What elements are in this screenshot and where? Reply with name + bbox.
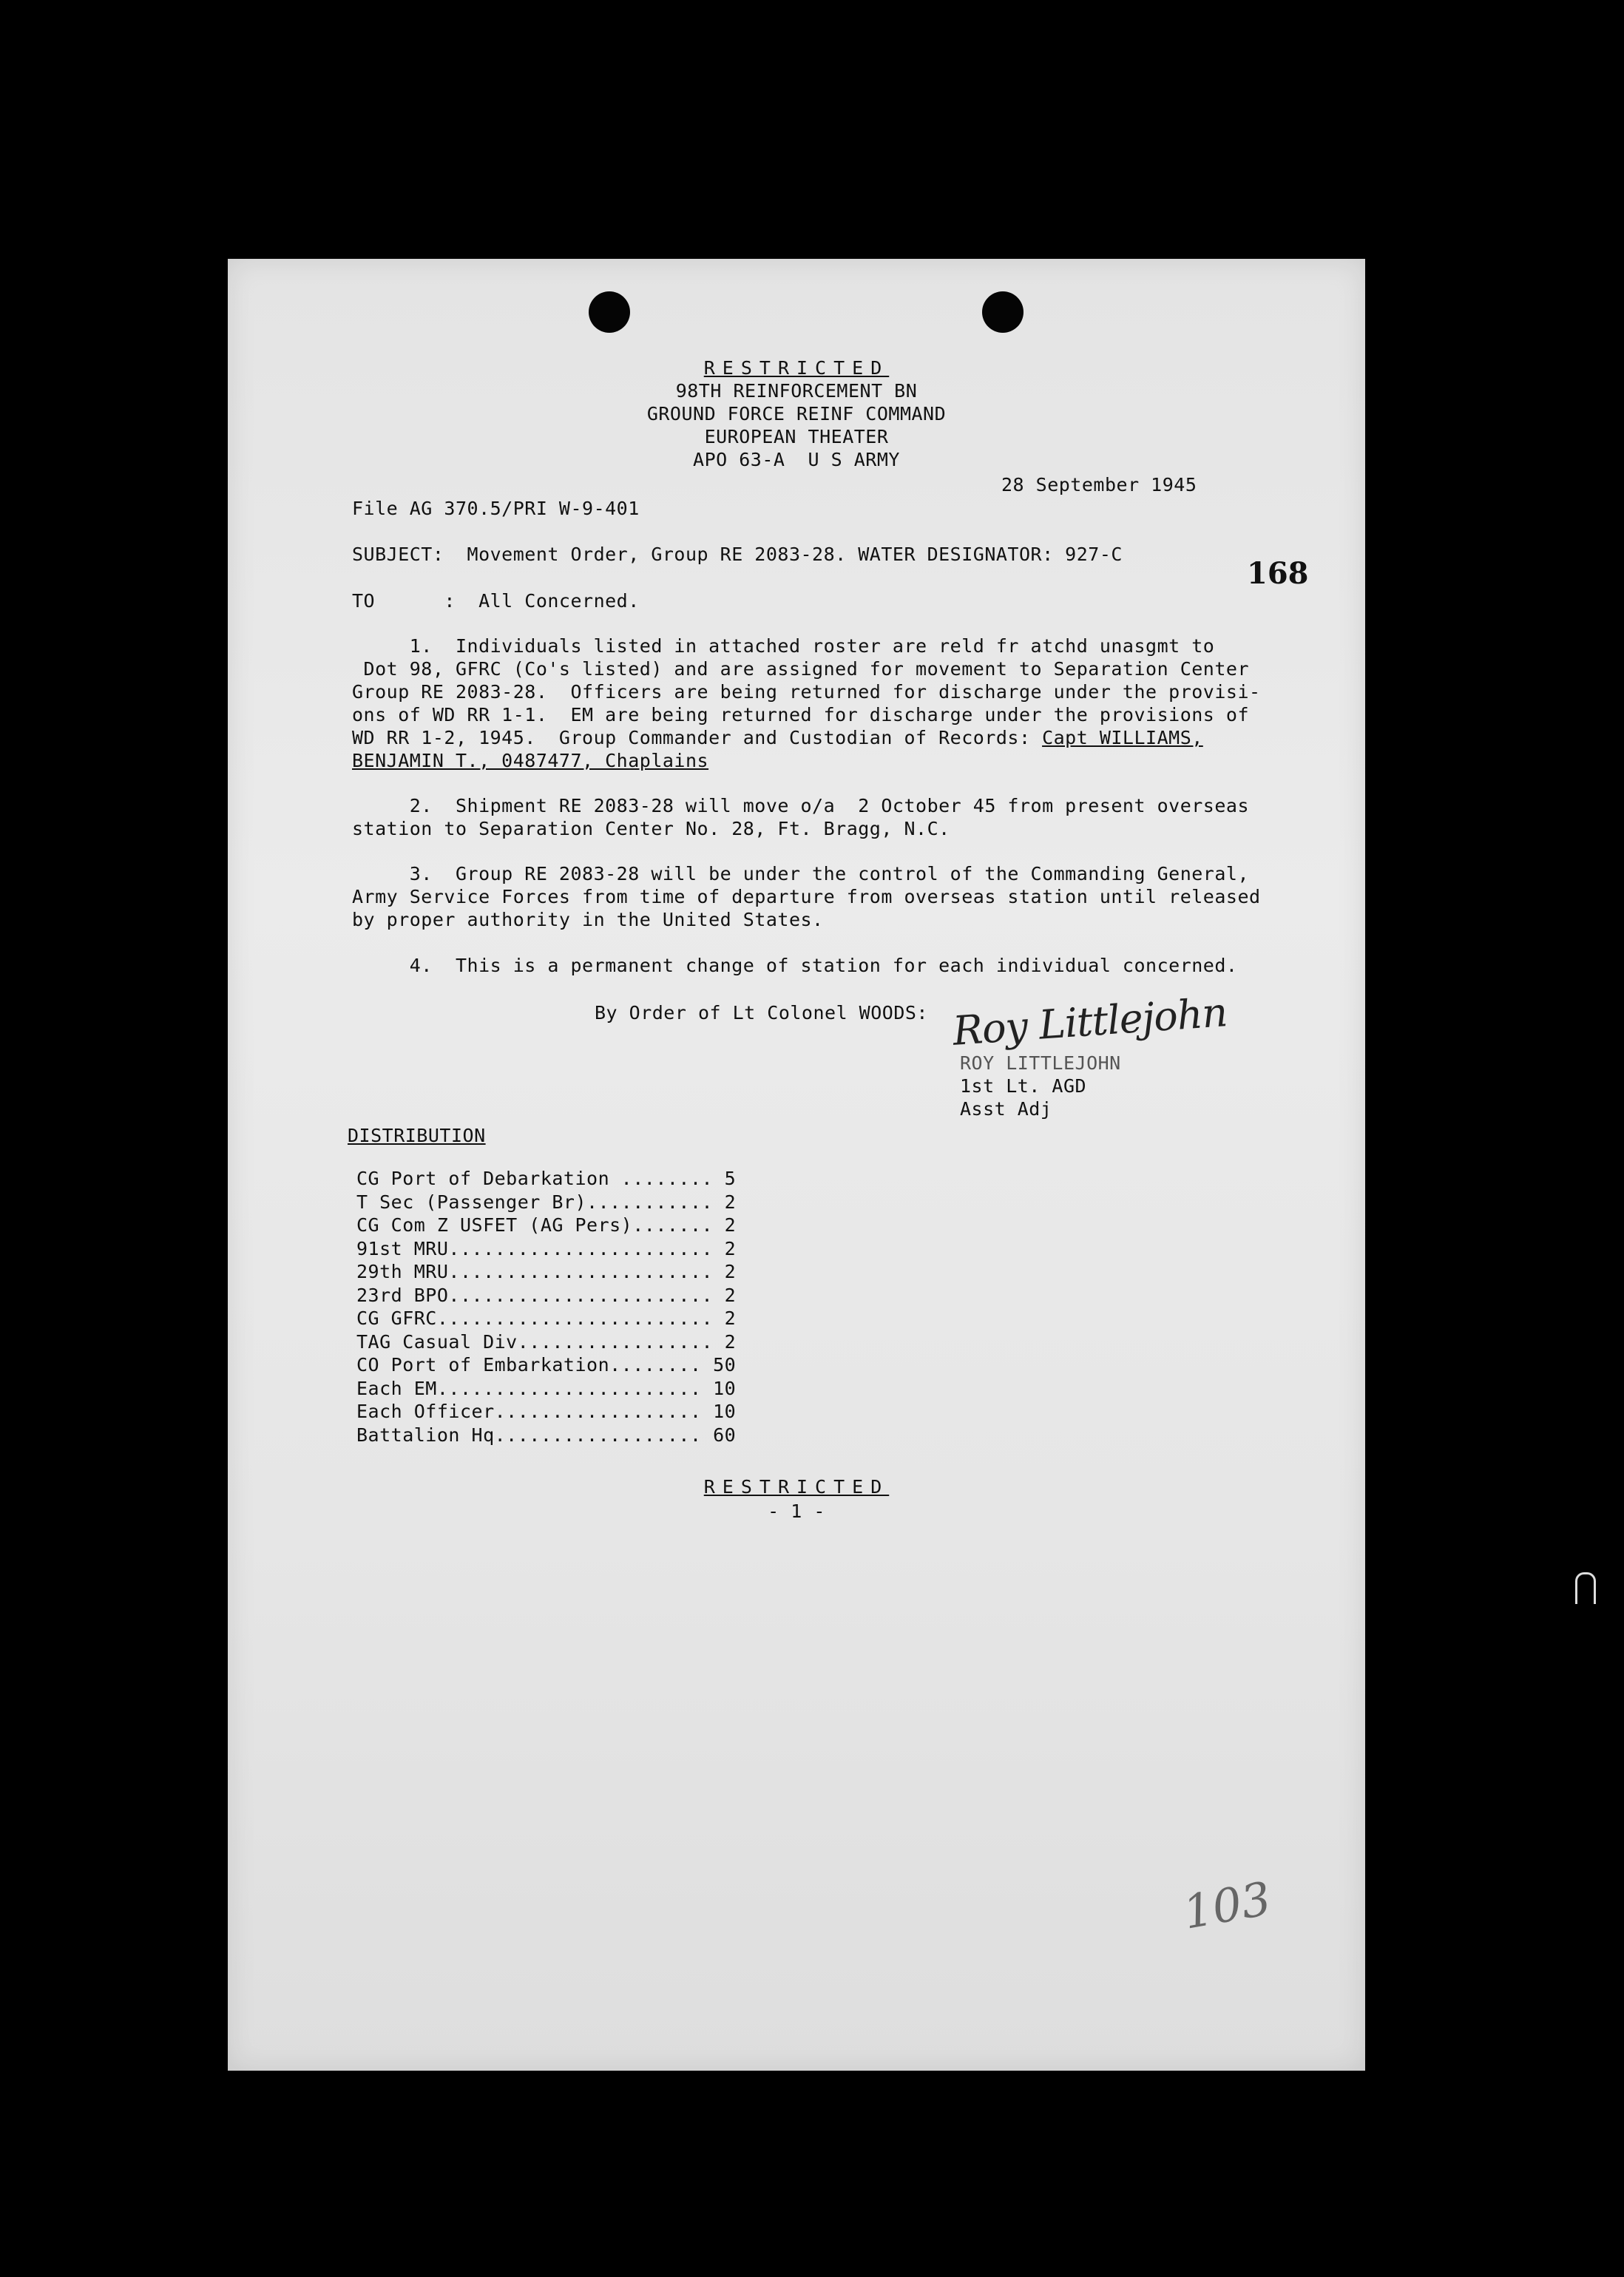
paragraph-line: 2. Shipment RE 2083-28 will move o/a 2 October 45 from present overseas xyxy=(352,795,1249,816)
distribution-row xyxy=(356,1307,736,1330)
handwritten-signature: Roy Littlejohn xyxy=(951,989,1229,1055)
distribution-count: 5 xyxy=(724,1168,737,1189)
theater-name: EUROPEAN THEATER xyxy=(704,426,889,447)
distribution-recipient: CG GFRC........................ xyxy=(356,1307,714,1329)
paragraph-line: 3. Group RE 2083-28 will be under the control of the Commanding General, xyxy=(352,863,1249,884)
paragraph-line: Group RE 2083-28. Officers are being returned for discharge under the provisi- xyxy=(352,681,1261,703)
distribution-row xyxy=(356,1260,736,1284)
distribution-row xyxy=(356,1284,736,1307)
commander-details: BENJAMIN T., 0487477, Chaplains xyxy=(352,750,709,771)
distribution-row xyxy=(356,1167,736,1191)
distribution-row xyxy=(356,1214,736,1237)
punch-hole xyxy=(982,291,1024,333)
distribution-count: 10 xyxy=(713,1377,737,1399)
distribution-row xyxy=(356,1424,736,1447)
handwritten-page-number: 103 xyxy=(1179,1871,1275,1940)
distribution-count: 60 xyxy=(713,1424,737,1446)
distribution-row xyxy=(356,1330,736,1354)
paragraph-line xyxy=(352,726,1203,749)
distribution-count: 10 xyxy=(713,1401,737,1422)
paragraph-line: ons of WD RR 1-1. EM are being returned for discharge under the provisions of xyxy=(352,704,1249,725)
distribution-recipient: Each Officer.................. xyxy=(356,1401,702,1422)
distribution-row xyxy=(356,1191,736,1214)
distribution-recipient: Each EM....................... xyxy=(356,1377,702,1399)
distribution-count: 2 xyxy=(724,1284,737,1306)
document-page xyxy=(228,259,1365,2071)
distribution-count: 2 xyxy=(724,1307,737,1329)
distribution-recipient: T Sec (Passenger Br)........... xyxy=(356,1191,714,1213)
document-date: 28 September 1945 xyxy=(1001,474,1197,495)
commander-name: Capt WILLIAMS, xyxy=(1042,727,1203,748)
punch-hole xyxy=(589,291,630,333)
paragraph-text: WD RR 1-2, 1945. Group Commander and Custodian of Records: xyxy=(352,727,1043,748)
signer-name: ROY LITTLEJOHN xyxy=(960,1052,1121,1074)
staple-mark xyxy=(1575,1572,1596,1604)
distribution-count: 2 xyxy=(724,1261,737,1282)
paragraph-line: 1. Individuals listed in attached roster are reld fr atchd unasgmt to xyxy=(352,635,1215,657)
distribution-count: 2 xyxy=(724,1214,737,1236)
distribution-list xyxy=(356,1167,736,1447)
distribution-recipient: CG Com Z USFET (AG Pers)....... xyxy=(356,1214,714,1236)
paragraph-line: by proper authority in the United States. xyxy=(352,909,824,930)
distribution-count: 50 xyxy=(713,1354,737,1376)
distribution-row xyxy=(356,1237,736,1261)
paragraph-4: 4. This is a permanent change of station for each individual concerned. xyxy=(352,955,1238,976)
classification-header: RESTRICTED xyxy=(703,357,890,379)
classification-footer: RESTRICTED xyxy=(703,1476,890,1498)
page-number: - 1 - xyxy=(768,1500,825,1522)
distribution-recipient: CO Port of Embarkation........ xyxy=(356,1354,702,1376)
distribution-count: 2 xyxy=(724,1330,737,1353)
distribution-recipient: 29th MRU....................... xyxy=(356,1261,714,1282)
subject-line: SUBJECT: Movement Order, Group RE 2083-28. WATER DESIGNATOR: 927-C xyxy=(352,544,1123,565)
command-name: GROUND FORCE REINF COMMAND xyxy=(646,403,947,424)
paragraph-line: Army Service Forces from time of departure from overseas station until released xyxy=(352,886,1261,907)
distribution-count: 2 xyxy=(724,1191,737,1213)
distribution-count: 2 xyxy=(724,1237,737,1259)
file-reference: File AG 370.5/PRI W-9-401 xyxy=(352,498,640,519)
distribution-recipient: 23rd BPO....................... xyxy=(356,1284,714,1306)
page-stamp-number: 168 xyxy=(1247,556,1309,591)
authority-line: By Order of Lt Colonel WOODS: xyxy=(595,1002,928,1024)
to-line: TO : All Concerned. xyxy=(352,590,640,612)
distribution-row xyxy=(356,1400,736,1424)
distribution-recipient: CG Port of Debarkation ........ xyxy=(356,1168,714,1189)
distribution-recipient: TAG Casual Div................. xyxy=(356,1330,714,1353)
apo-line: APO 63-A U S ARMY xyxy=(693,449,900,470)
distribution-recipient: 91st MRU....................... xyxy=(356,1237,714,1259)
paragraph-line: Dot 98, GFRC (Co's listed) and are assigned for movement to Separation Center xyxy=(352,658,1249,680)
distribution-row xyxy=(356,1353,736,1377)
distribution-recipient: Battalion Hq.................. xyxy=(356,1424,702,1446)
distribution-heading: DISTRIBUTION xyxy=(348,1125,486,1146)
paragraph-line: station to Separation Center No. 28, Ft. Bragg, N.C. xyxy=(352,818,950,839)
unit-name: 98TH REINFORCEMENT BN xyxy=(675,380,918,402)
distribution-row xyxy=(356,1377,736,1401)
signer-rank: 1st Lt. AGD xyxy=(960,1075,1087,1097)
signer-title: Asst Adj xyxy=(960,1098,1052,1120)
